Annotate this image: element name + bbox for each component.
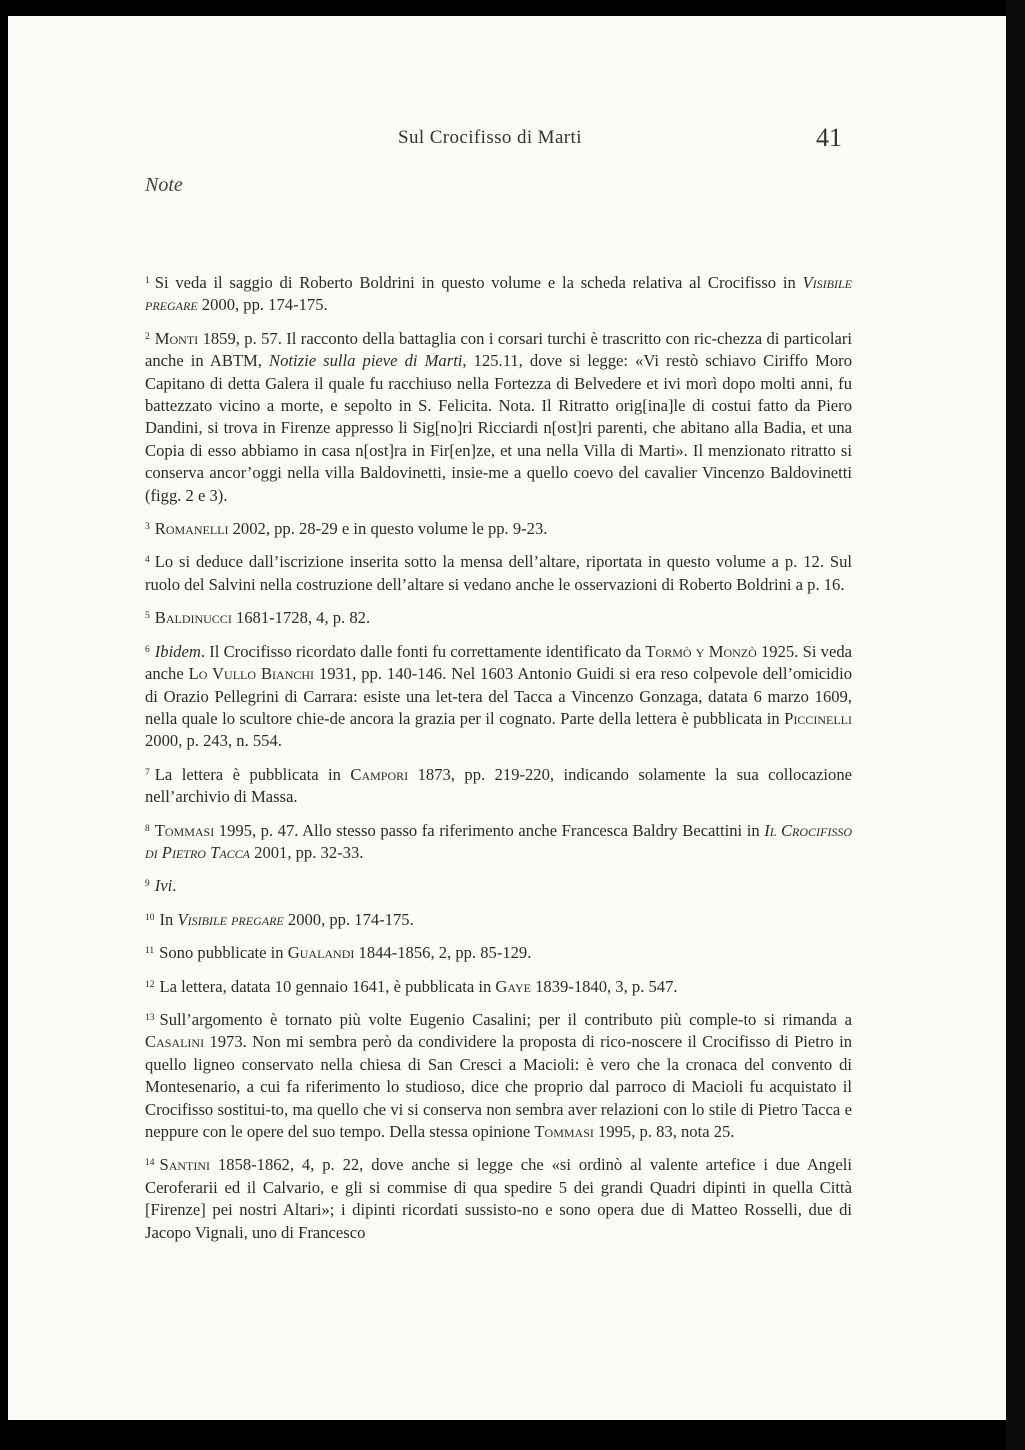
footnote xyxy=(145,762,852,809)
footnote-text-segment: Casalini xyxy=(145,1032,205,1052)
book-page xyxy=(8,16,1006,1420)
footnote-text-segment: Tommasi xyxy=(154,820,215,840)
footnote-number: 5 xyxy=(145,611,150,622)
footnotes-list xyxy=(145,270,852,1253)
footnote-text-segment: 2002, pp. 28-29 e in questo volume le pp. 9-23. xyxy=(228,519,548,539)
footnote-number: 13 xyxy=(145,1012,155,1023)
running-title: Sul Crocifisso di Marti xyxy=(398,127,582,148)
footnote-text-segment: Sono pubblicate in xyxy=(159,943,288,963)
footnote-text-segment: Visibile pregare xyxy=(177,909,284,929)
footnote xyxy=(145,326,852,507)
footnote-text-segment: 1844-1856, 2, pp. 85-129. xyxy=(354,943,532,963)
footnote-text-segment: , 125.11, dove si legge: «Vi restò schiavo Ciriffo Moro Capitano di detta Galera il quale fu racchiuso nella Fortezza di Belvedere et ivi morì dopo molti anni, fu battezzato vicino a morte, e sepolto in S. Felicita. Nota. Il Ritratto orig[ina]le di costui fatto da Piero Dandini, si trova in Firenze appresso li Sig[no]ri Ricciardi n[ost]ri parenti, che abitano alla Badia, et una Copia di esso abbiamo in casa n[ost]ra in Fir[en]ze, et una nella Villa di Marti». Il menzionato ritratto si conserva ancor’oggi nella villa Baldovinetti, insie-me a quello coevo del cavalier Vincenzo Baldovinetti (figg. 2 e 3). xyxy=(145,351,853,505)
footnote-text-segment: 1973. Non mi sembra però da condividere la proposta di rico-noscere il Crocifisso di Pietro in quello ligneo conservato nella chiesa di San Cresci a Macioli: è vero che la cronaca del convento di Montesenario, a cui fa riferimento lo studioso, dice che proprio dal parroco di Macioli fu acquistato il Crocifisso sostitui-to, ma quello che vi si conserva non sembra aver relazioni con lo stile di Pietro Tacca e neppure con le opere del suo tempo. Della stessa opinione xyxy=(145,1032,852,1141)
page-number: 41 xyxy=(816,123,842,152)
footnote-text-segment: Notizie sulla pieve di Marti xyxy=(269,351,463,371)
footnote xyxy=(145,549,852,596)
footnote xyxy=(145,940,852,964)
footnote xyxy=(145,270,852,317)
footnote-text-segment: Gaye xyxy=(495,976,531,996)
footnote xyxy=(145,974,852,998)
footnote-text-segment: 1681-1728, 4, p. 82. xyxy=(231,608,371,628)
footnote-number: 12 xyxy=(145,979,155,990)
footnote xyxy=(145,605,852,629)
footnote-text-segment: Romanelli xyxy=(154,519,229,539)
footnote-text-segment: 1873, pp. 219-220, indicando solamente la sua collocazione nell’archivio di Massa. xyxy=(145,764,852,807)
section-title: Note xyxy=(145,174,183,196)
footnote xyxy=(145,516,852,540)
footnote xyxy=(145,1007,852,1143)
footnote-number: 7 xyxy=(145,767,150,778)
footnote-number: 8 xyxy=(145,823,150,834)
footnote-text-segment: 1858-1862, 4, p. 22, dove anche si legge che «si ordinò al valente artefice i due Angeli Ceroferarii ed il Calvario, e gli si commise di qua spedire 5 dei grandi Quadri dipinti in quella Città [Firenze] pei nostri Altari»; i dipinti ricordati sussisto-no e sono opera due di Matteo Rosselli, due di Jacopo Vignali, uno di Francesco xyxy=(145,1155,852,1242)
footnote-number: 1 xyxy=(145,276,150,286)
footnote xyxy=(145,639,852,753)
footnote-text-segment: 1839-1840, 3, p. 547. xyxy=(530,976,678,996)
footnote-text-segment: Lo si deduce dall’iscrizione inserita sotto la mensa dell’altare, riportata in questo volume a p. 12. Sul ruolo del Salvini nella costruzione dell’altare si vedano anche le osservazioni di Roberto Boldrini a p. 16. xyxy=(145,552,852,594)
footnote-text-segment: Ibidem xyxy=(154,641,201,661)
footnote-text-segment: La lettera, datata 10 gennaio 1641, è pubblicata in xyxy=(159,976,496,996)
footnote-text-segment: Lo Vullo Bianchi xyxy=(188,664,315,684)
footnote-text-segment: Ivi xyxy=(154,876,173,896)
footnote-text-segment: 1859, p. 57. Il racconto della battaglia con i corsari turchi è trascritto con ric-chezza di particolari anche in ABTM, xyxy=(145,328,852,371)
footnote-text-segment: Monti xyxy=(154,328,199,348)
page-header xyxy=(8,123,1006,153)
footnote-text-segment: 2000, pp. 174-175. xyxy=(197,295,328,315)
footnote-number: 2 xyxy=(145,331,150,342)
footnote-text-segment: 2000, p. 243, n. 554. xyxy=(145,731,282,751)
footnote-number: 11 xyxy=(145,946,155,957)
footnote-number: 3 xyxy=(145,522,150,533)
footnote-text-segment: Santini xyxy=(159,1155,211,1175)
footnote-text-segment: 2001, pp. 32-33. xyxy=(250,842,364,862)
footnote-number: 14 xyxy=(145,1158,155,1169)
footnote-text-segment: Si veda il saggio di Roberto Boldrini in questo volume e la scheda relativa al Crocifisso in xyxy=(154,273,803,292)
footnote-text-segment: Il Crocifisso di Pietro Tacca xyxy=(145,820,853,862)
footnote-text-segment: Gualandi xyxy=(287,943,355,963)
footnote-number: 10 xyxy=(145,912,155,923)
footnote-text-segment: Sull’argomento è tornato più volte Eugenio Casalini; per il contributo più comple-to si rimanda a xyxy=(159,1009,852,1029)
footnote-text-segment: Campori xyxy=(350,764,409,784)
footnote-text-segment: . xyxy=(172,876,177,896)
footnote xyxy=(145,873,852,897)
footnote-text-segment: 1925. Si veda anche xyxy=(145,641,852,684)
footnote-text-segment: . Il Crocifisso ricordato dalle fonti fu correttamente identificato da xyxy=(200,641,646,661)
footnote xyxy=(145,1152,852,1244)
footnote-text-segment: Baldinucci xyxy=(154,608,232,628)
footnote-text-segment: Piccinelli xyxy=(784,708,852,728)
footnote-text-segment: La lettera è pubblicata in xyxy=(154,764,351,784)
footnote-number: 6 xyxy=(145,644,150,655)
footnote-number: 4 xyxy=(145,555,150,566)
footnote-text-segment: Tommasi xyxy=(534,1122,594,1141)
footnote-text-segment: 1931, pp. 140-146. Nel 1603 Antonio Guidi si era reso colpevole dell’omicidio di Orazio Pellegrini di Carrara: esiste una let-tera del Tacca a Vincenzo Gonzaga, datata 6 marzo 1609, nella quale lo scultore chie-de ancora la grazia per il cognato. Parte della lettera è pubblicata in xyxy=(145,664,852,728)
footnote-text-segment: In xyxy=(159,909,178,929)
footnote xyxy=(145,818,852,865)
footnote-text-segment: 1995, p. 47. Allo stesso passo fa riferimento anche Francesca Baldry Becattini in xyxy=(214,820,765,840)
footnote-text-segment: Tormò y Monzò xyxy=(645,641,757,661)
footnote-text-segment: 2000, pp. 174-175. xyxy=(283,909,414,929)
footnote-text-segment: 1995, p. 83, nota 25. xyxy=(593,1122,735,1141)
footnote-text-segment: Visibile pregare xyxy=(145,273,852,315)
footnote xyxy=(145,907,852,931)
scan-border xyxy=(1006,0,1025,1450)
footnote-number: 9 xyxy=(145,879,150,890)
